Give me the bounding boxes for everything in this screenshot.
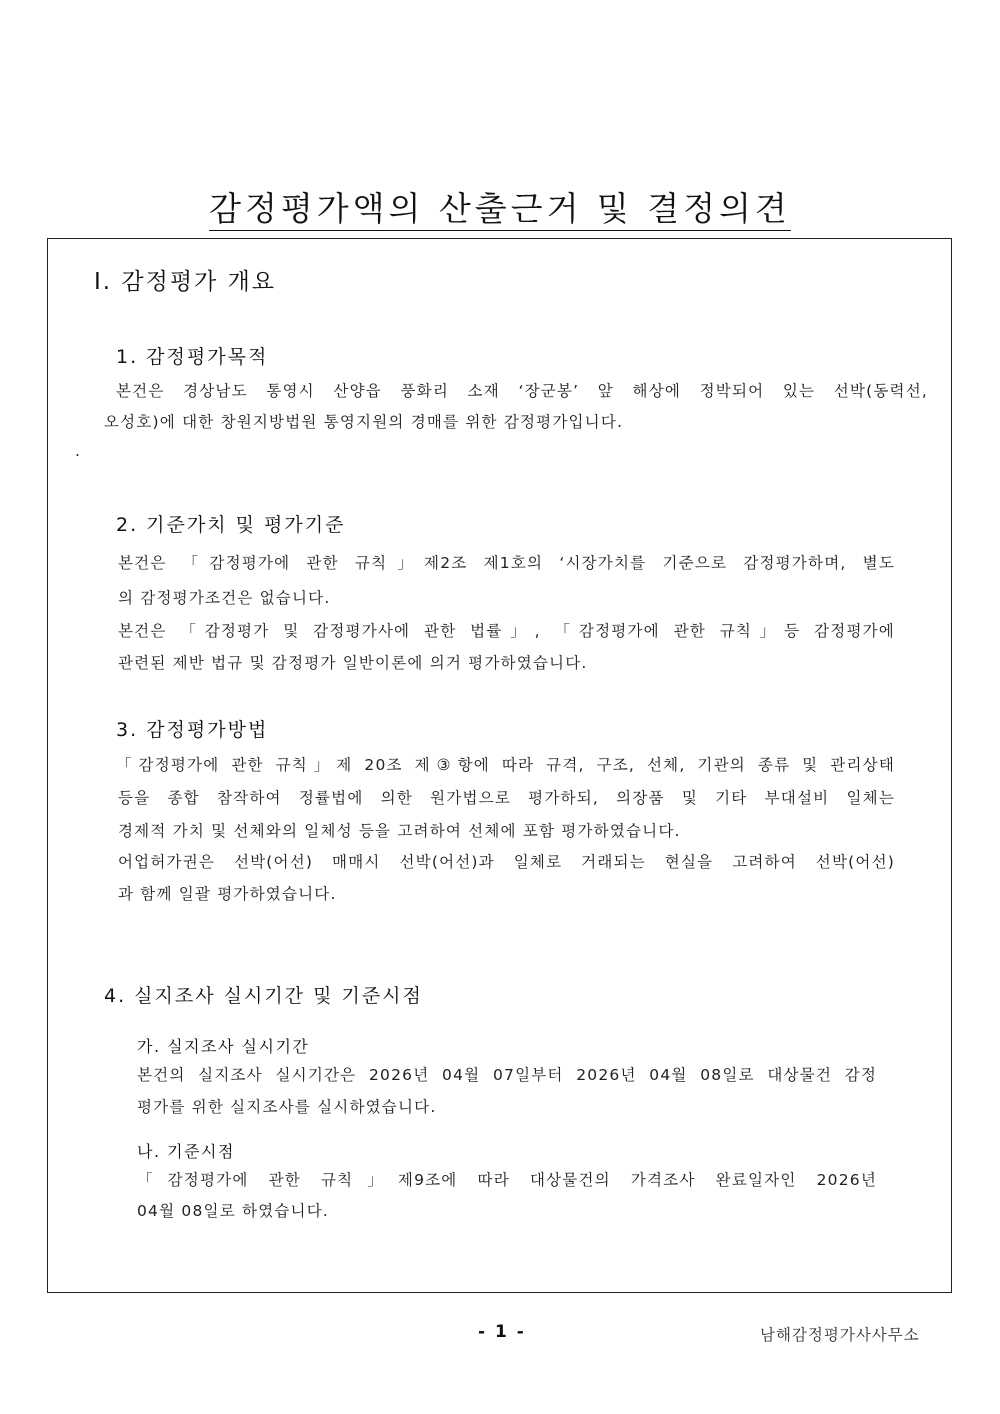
survey-period-heading: 가. 실지조사 실시기간 — [137, 1037, 310, 1056]
purpose-line-2: 오성호)에 대한 창원지방법원 통영지원의 경매를 위한 감정평가입니다. — [104, 413, 624, 431]
base-date-line-1: 「감정평가에 관한 규칙」제9조에 따라 대상물건의 가격조사 완료일자인 2026년 — [137, 1171, 877, 1189]
purpose-heading: 1. 감정평가목적 — [116, 346, 269, 368]
method-line-5: 과 함께 일괄 평가하였습니다. — [118, 885, 337, 903]
method-line-2: 등을 종합 참작하여 정률법에 의한 원가법으로 평가하되, 의장품 및 기타 부대설비 일체는 — [118, 789, 895, 807]
stray-mark: . — [75, 442, 82, 460]
document-title-text: 감정평가액의 산출근거 및 결정의견 — [209, 189, 791, 231]
survey-period-line-1: 본건의 실지조사 실시기간은 2026년 04월 07일부터 2026년 04월 08일로 대상물건 감정 — [137, 1066, 877, 1084]
firm-name: 남해감정평가사사무소 — [760, 1326, 920, 1344]
base-date-heading: 나. 기준시점 — [137, 1142, 235, 1161]
method-line-1: 「감정평가에 관한 규칙」제 20조 제③항에 따라 규격, 구조, 선체, 기관의 종류 및 관리상태 — [116, 756, 895, 774]
basis-line-3: 본건은 「감정평가 및 감정평가사에 관한 법률」, 「감정평가에 관한 규칙」등 감정평가에 — [118, 622, 895, 640]
basis-line-2: 의 감정평가조건은 없습니다. — [118, 589, 331, 607]
section-heading-overview: Ⅰ. 감정평가 개요 — [94, 269, 277, 295]
content-frame — [47, 238, 952, 1293]
method-heading: 3. 감정평가방법 — [116, 719, 269, 741]
survey-heading: 4. 실지조사 실시기간 및 기준시점 — [104, 985, 423, 1007]
document-title — [0, 183, 1000, 230]
purpose-line-1: 본건은 경상남도 통영시 산양읍 풍화리 소재 ‘장군봉’ 앞 해상에 정박되어 있는 선박(동력선, — [116, 382, 928, 400]
method-line-4: 어업허가권은 선박(어선) 매매시 선박(어선)과 일체로 거래되는 현실을 고려하여 선박(어선) — [118, 853, 895, 871]
method-line-3: 경제적 가치 및 선체와의 일체성 등을 고려하여 선체에 포함 평가하였습니다. — [118, 822, 681, 840]
basis-line-4: 관련된 제반 법규 및 감정평가 일반이론에 의거 평가하였습니다. — [118, 654, 588, 672]
basis-line-1: 본건은 「감정평가에 관한 규칙」제2조 제1호의 ‘시장가치를 기준으로 감정평가하며, 별도 — [118, 554, 895, 572]
base-date-line-2: 04월 08일로 하였습니다. — [137, 1202, 330, 1220]
survey-period-line-2: 평가를 위한 실지조사를 실시하였습니다. — [137, 1098, 437, 1116]
page-number: - 1 - — [478, 1322, 526, 1342]
basis-heading: 2. 기준가치 및 평가기준 — [116, 514, 346, 536]
